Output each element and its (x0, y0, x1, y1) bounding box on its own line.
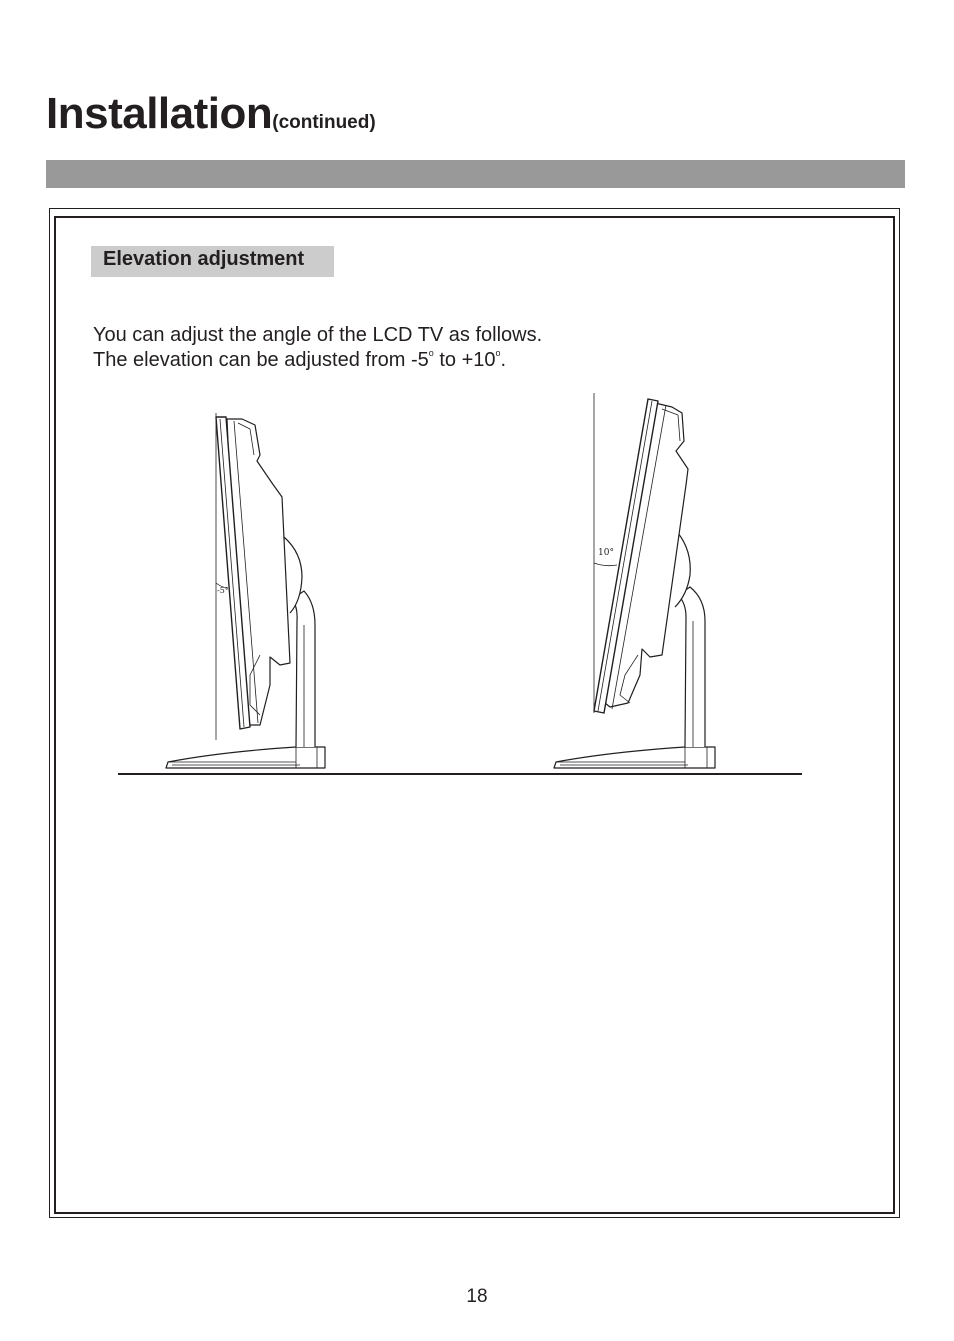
instruction-line-1: You can adjust the angle of the LCD TV as follows. (93, 324, 543, 346)
angle-label-right: 10° (598, 548, 614, 558)
degree-mark: o (428, 348, 434, 358)
stand-neck-left (292, 591, 315, 747)
instruction-text (93, 323, 542, 373)
instruction-line-2-suffix: . (500, 349, 507, 371)
page-number: 18 (466, 1286, 488, 1307)
elevation-illustration (110, 385, 810, 780)
page-title-main: Installation (46, 89, 273, 138)
degree-mark: o (495, 348, 501, 358)
stand-neck-right (678, 587, 705, 747)
angle-arc-right (594, 563, 617, 566)
page-title (46, 89, 376, 138)
header-divider-bar (46, 160, 905, 188)
instruction-line-2-middle: to +10 (433, 349, 496, 371)
section-heading: Elevation adjustment (91, 246, 334, 277)
tv-tilted-forward (166, 413, 325, 768)
instruction-line-2-prefix: The elevation can be adjusted from -5 (93, 349, 429, 371)
tv-tilted-back (554, 393, 715, 768)
angle-label-left: -5° (217, 586, 229, 595)
page-title-suffix: (continued) (272, 112, 376, 133)
instruction-line-2 (93, 348, 542, 373)
